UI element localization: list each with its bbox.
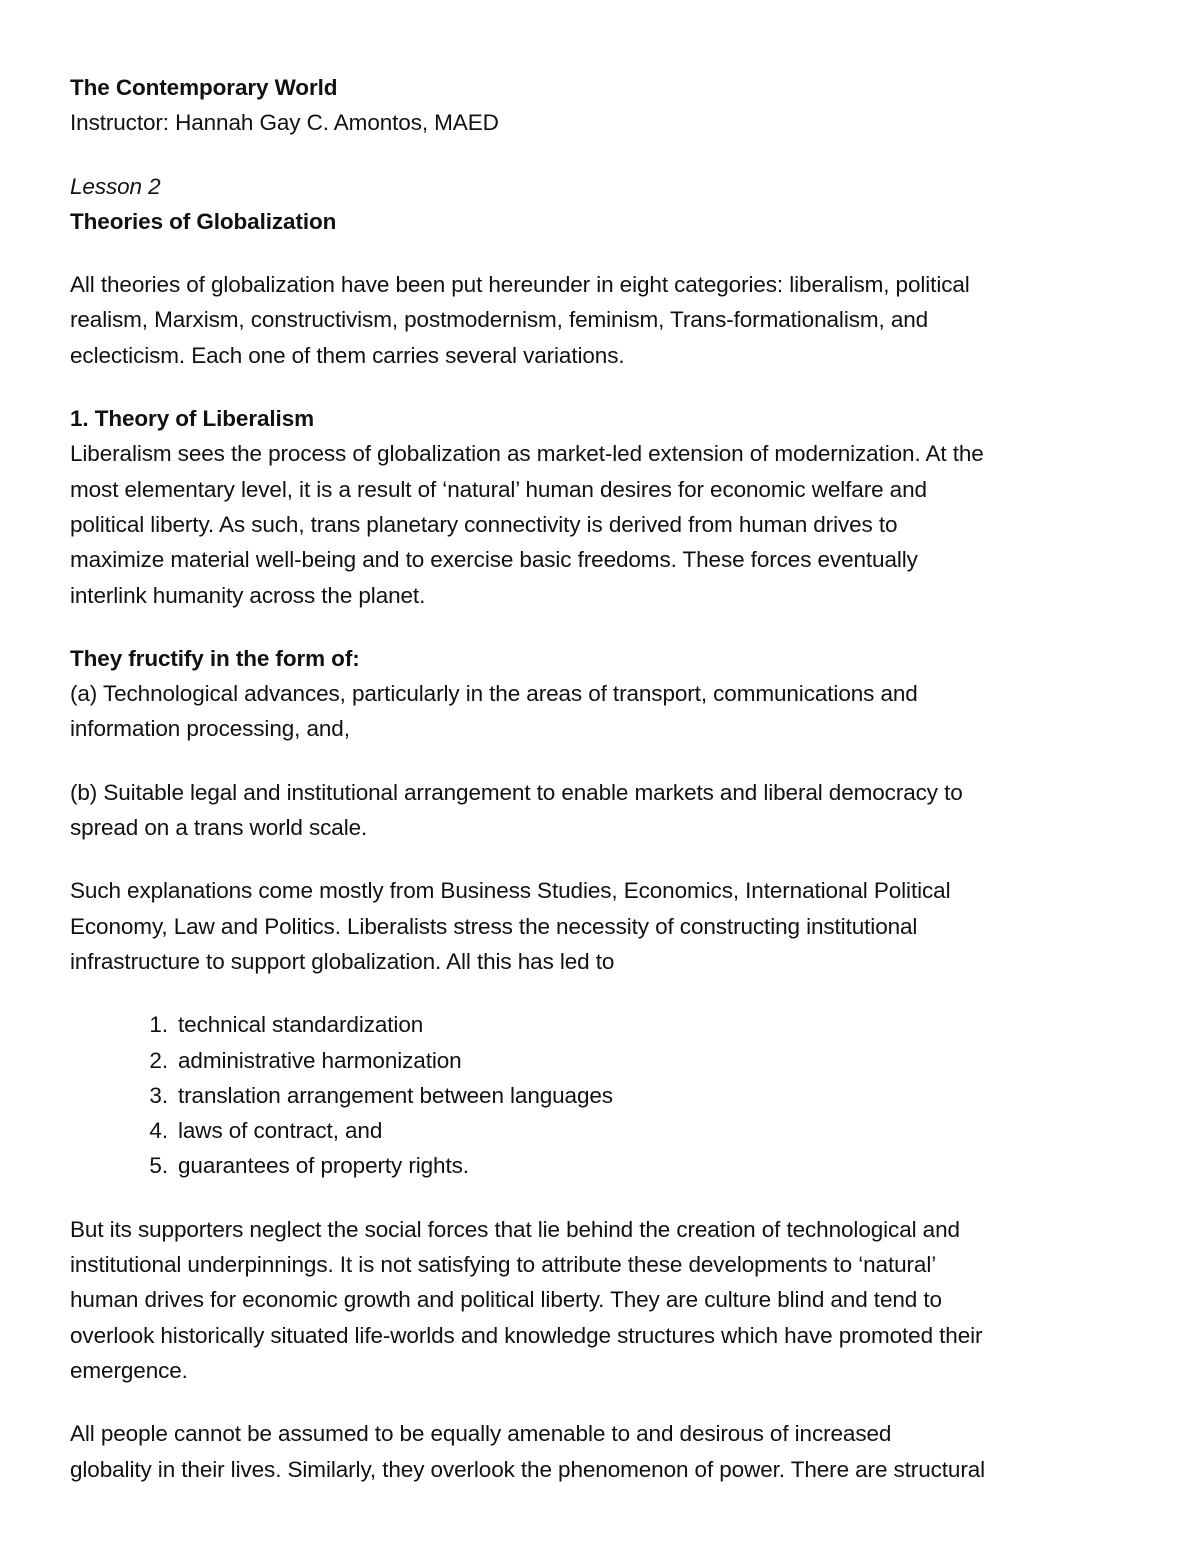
text-line: spread on a trans world scale. [70, 815, 368, 841]
spacer [70, 239, 1130, 267]
text-line: human drives for economic growth and political liberty. They are culture blind and tend to [70, 1287, 942, 1313]
spacer [70, 1388, 1130, 1416]
spacer [70, 613, 1130, 641]
list-text: translation arrangement between languages [178, 1082, 613, 1108]
course-title: The Contemporary World [70, 75, 338, 100]
closing-paragraph [70, 1416, 1130, 1487]
text-line: Liberalism sees the process of globalization as market-led extension of modernization. At the [70, 441, 984, 467]
item-b-paragraph [70, 775, 1130, 846]
list-text: technical standardization [178, 1012, 424, 1038]
list-number: 1. [149, 1012, 168, 1038]
list-item [70, 1148, 1130, 1183]
list-text: guarantees of property rights. [178, 1153, 469, 1179]
spacer [70, 979, 1130, 1007]
list-text: administrative harmonization [178, 1047, 462, 1073]
list-number: 2. [149, 1047, 168, 1073]
text-line: information processing, and, [70, 716, 350, 742]
text-line: emergence. [70, 1357, 188, 1383]
section-heading: 1. Theory of Liberalism [70, 406, 315, 432]
text-line: most elementary level, it is a result of ‘natural’ human desires for economic welfare and [70, 476, 927, 502]
spacer [70, 141, 1130, 169]
text-line: Such explanations come mostly from Business Studies, Economics, International Political [70, 878, 951, 904]
text-line: institutional underpinnings. It is not satisfying to attribute these developments to ‘natural’ [70, 1252, 937, 1278]
text-line: realism, Marxism, constructivism, postmodernism, feminism, Trans-formationalism, and [70, 307, 929, 333]
lesson-label: Lesson 2 [70, 173, 161, 199]
list-text: laws of contract, and [178, 1118, 383, 1144]
list-number: 5. [149, 1153, 168, 1179]
explanations-paragraph [70, 873, 1130, 979]
text-line: eclecticism. Each one of them carries several variations. [70, 342, 625, 368]
spacer [70, 845, 1130, 873]
list-number: 3. [149, 1082, 168, 1108]
text-line: All theories of globalization have been put hereunder in eight categories: liberalism, political [70, 272, 970, 298]
list-item [70, 1007, 1130, 1042]
text-line: (a) Technological advances, particularly in the areas of transport, communications and [70, 681, 918, 707]
text-line: globality in their lives. Similarly, they overlook the phenomenon of power. There are structural [70, 1456, 986, 1482]
lesson-title: Theories of Globalization [70, 208, 337, 234]
intro-paragraph [70, 267, 1130, 373]
liberalism-paragraph [70, 436, 1130, 612]
critique-paragraph [70, 1212, 1130, 1388]
numbered-list [70, 1007, 1130, 1183]
list-item [70, 1078, 1130, 1113]
spacer [70, 747, 1130, 775]
text-line: (b) Suitable legal and institutional arrangement to enable markets and liberal democracy to [70, 779, 963, 805]
list-item [70, 1043, 1130, 1078]
text-line: infrastructure to support globalization. All this has led to [70, 948, 615, 974]
instructor-line: Instructor: Hannah Gay C. Amontos, MAED [70, 110, 499, 136]
spacer [70, 373, 1130, 401]
list-number: 4. [149, 1118, 168, 1144]
text-line: overlook historically situated life-worlds and knowledge structures which have promoted their [70, 1322, 983, 1348]
subheading: They fructify in the form of: [70, 645, 360, 671]
text-line: political liberty. As such, trans planetary connectivity is derived from human drives to [70, 511, 898, 537]
list-item [70, 1113, 1130, 1148]
text-line: maximize material well-being and to exercise basic freedoms. These forces eventually [70, 547, 918, 573]
text-line: Economy, Law and Politics. Liberalists stress the necessity of constructing institutional [70, 913, 918, 939]
spacer [70, 1184, 1130, 1212]
text-line: interlink humanity across the planet. [70, 582, 426, 608]
text-line: But its supporters neglect the social forces that lie behind the creation of technological and [70, 1216, 960, 1242]
text-line: All people cannot be assumed to be equally amenable to and desirous of increased [70, 1421, 892, 1447]
item-a-paragraph [70, 676, 1130, 747]
